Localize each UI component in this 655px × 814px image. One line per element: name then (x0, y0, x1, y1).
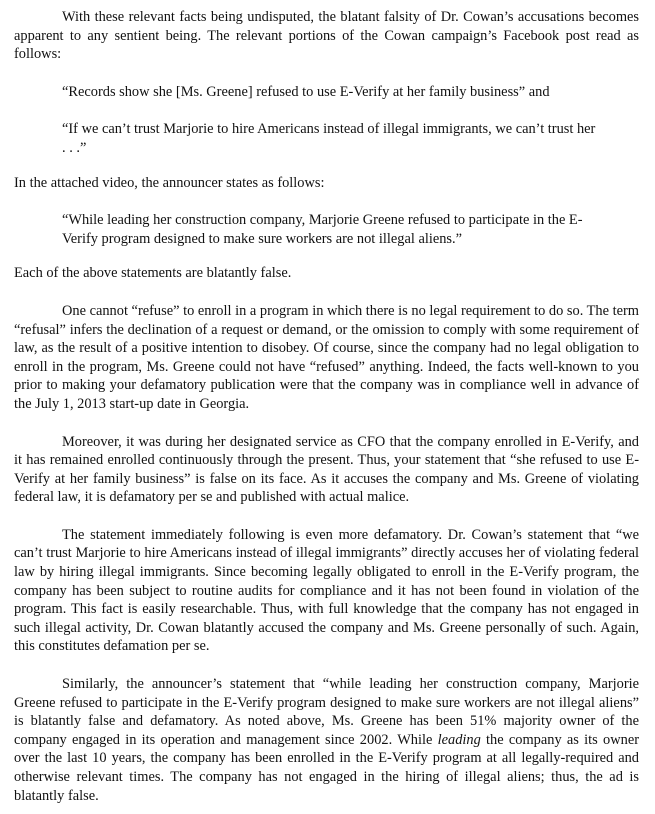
announcer-emphasis: leading (437, 731, 481, 748)
false-statement-paragraph: Each of the above statements are blatantly false. (14, 265, 292, 282)
video-quote: “While leading her construction company, Marjorie Greene refused to participate in the E-Verify program designed to make sure workers are not illegal aliens.” (62, 212, 583, 247)
intro-paragraph: With these relevant facts being undisputed, the blatant falsity of Dr. Cowan’s accusations becomes apparent to any sentient being. The relevant portions of the Cowan campaign’s Facebook post read as follows: (14, 9, 639, 63)
announcer-text-start: Similarly, the announcer’s statement that “while leading her construction company, Marjorie Greene refused to participate in the E-Verify program designed to make sure workers are not illegal aliens” is blatantly false and defamatory. As noted above, Ms. Greene has been 51% majority owner of the company engaged in its operation and management since 2002. While (14, 676, 639, 748)
defamation-paragraph: The statement immediately following is even more defamatory. Dr. Cowan’s statement that “we can’t trust Marjorie to hire Americans instead of illegal immigrants” directly accuses her of violating federal law by hiring illegal immigrants. Since becoming legally obligated to enroll in the E-Verify program, the company has been subject to routine audits for compliance and it has not been found in violation of the program. This fact is easily researchable. Thus, with full knowledge that the company has not engaged in such illegal activity, Dr. Cowan blatantly accused the company and Ms. Greene personally of such. Again, this constitutes defamation per se. (14, 526, 639, 655)
announcer-paragraph (14, 675, 639, 805)
video-intro-paragraph: In the attached video, the announcer states as follows: (14, 174, 325, 191)
cfo-paragraph: Moreover, it was during her designated service as CFO that the company enrolled in E-Verify, and it has remained enrolled continuously through the present. Thus, your statement that “she refused to use E-Verify at her family business” is false on its face. As it accuses the company and Ms. Greene of violating federal law, it is defamatory per se and published with actual malice. (14, 433, 639, 506)
refusal-paragraph: One cannot “refuse” to enroll in a program in which there is no legal requirement to do so. The term “refusal” infers the declination of a request or demand, or the omission to comply with some requirement of law, as the result of a positive intention to disobey. Of course, since the company had no legal obligation to enroll in the program, Ms. Greene could not have “refused” anything. Indeed, the facts well-known to you prior to making your defamatory publication were that the company was in compliance well in advance of the July 1, 2013 start-up date in Georgia. (14, 302, 639, 412)
facebook-quote-2: “If we can’t trust Marjorie to hire Americans instead of illegal immigrants, we can’t trust her . . .” (62, 121, 596, 156)
facebook-quote-1: “Records show she [Ms. Greene] refused to use E-Verify at her family business” and (62, 83, 550, 100)
announcer-text-end: the company as its owner over the last 10 years, the company has been enrolled in the E-Verify program at all legally-required and otherwise relevant times. The company has not engaged in the hiring of illegal aliens; thus, the ad is blatantly false. (14, 731, 639, 804)
